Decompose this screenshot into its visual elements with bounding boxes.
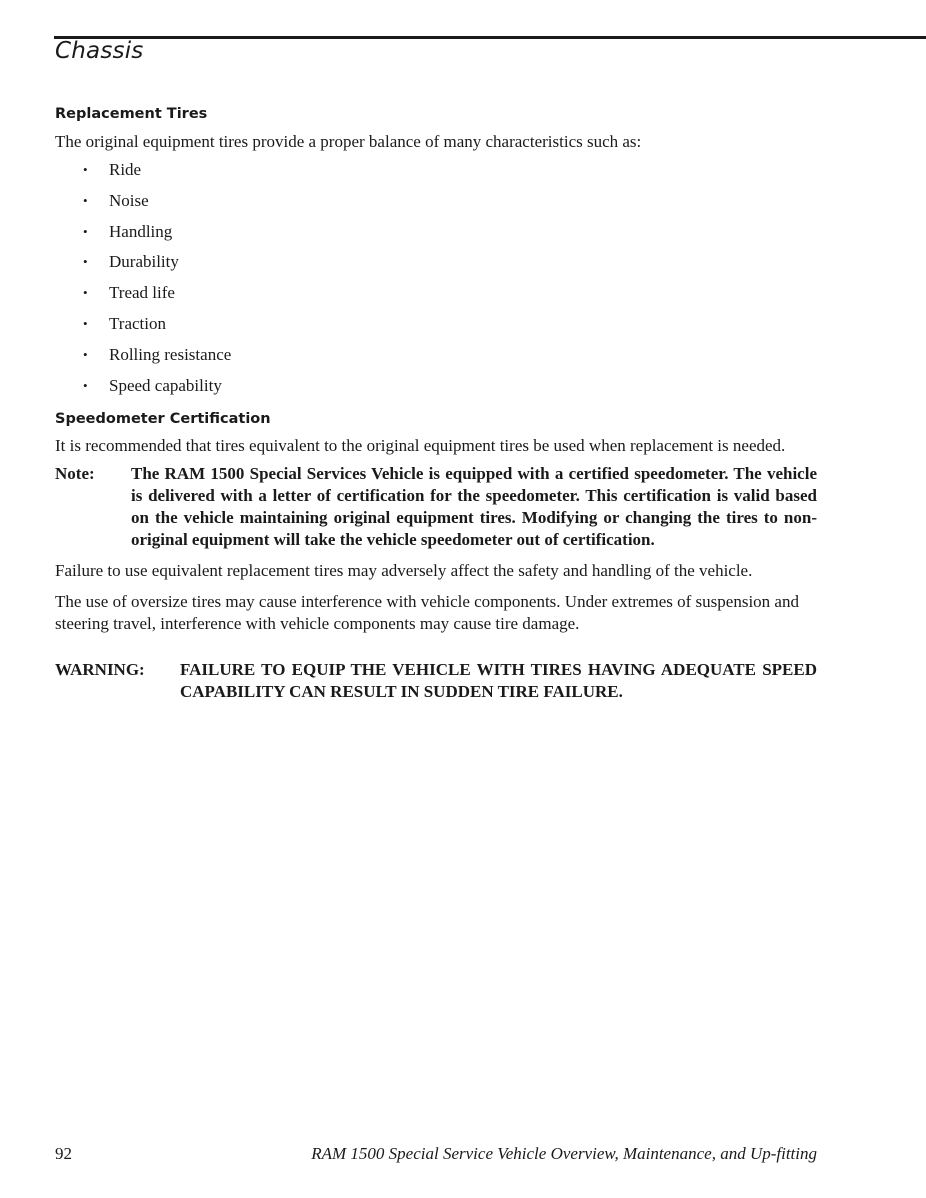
bullet-icon: •: [83, 346, 88, 362]
list-item: • Handling: [83, 221, 173, 241]
list-item: • Ride: [83, 160, 142, 179]
warning-block: [55, 659, 817, 703]
footer-document-title: RAM 1500 Special Service Vehicle Overview, Maintenance, and Up-fitting: [311, 1144, 817, 1163]
recommendation-text: It is recommended that tires equivalent to the original equipment tires be used when replacement is needed.: [55, 435, 786, 455]
bullet-icon: •: [83, 285, 88, 301]
warning-text: FAILURE TO EQUIP THE VEHICLE WITH TIRES HAVING ADEQUATE SPEED CAPABILITY CAN RESULT IN SUDDEN TIRE FAILURE.: [180, 659, 817, 701]
bullet-icon: •: [83, 377, 88, 393]
replacement-tires-intro: The original equipment tires provide a proper balance of many characteristics such as:: [55, 132, 642, 151]
list-item: • Speed capability: [83, 375, 222, 395]
bullet-icon: •: [83, 223, 88, 239]
warning-label: WARNING:: [55, 659, 145, 679]
list-item: • Tread life: [83, 283, 175, 303]
page-number: 92: [55, 1144, 72, 1163]
characteristics-list: [55, 159, 817, 397]
bullet-icon: •: [83, 315, 88, 331]
section-title: Chassis: [55, 38, 144, 64]
note-text: The RAM 1500 Special Services Vehicle is equipped with a certified speedometer. The vehicle is delivered with a letter of certification for the speedometer. This certification is valid based on the vehicle maintaining original equipment tires. Modifying or changing the tires to non-original equipment will take the vehicle speedometer out of certification.: [131, 463, 817, 549]
bullet-icon: •: [83, 254, 88, 270]
page-content: [55, 106, 817, 703]
note-block: [55, 463, 817, 551]
list-item: • Rolling resistance: [83, 344, 232, 364]
list-item: • Traction: [83, 313, 166, 333]
bullet-icon: •: [83, 162, 88, 177]
speedometer-heading: Speedometer Certification: [55, 410, 271, 427]
header-rule: [54, 36, 926, 39]
replacement-tires-heading: Replacement Tires: [55, 106, 208, 122]
oversize-text: The use of oversize tires may cause interference with vehicle components. Under extremes of suspension and steering travel, interference with vehicle components may cause tire damage.: [55, 591, 799, 633]
list-item: • Durability: [83, 252, 179, 272]
bullet-icon: •: [83, 192, 88, 208]
note-label: Note:: [55, 463, 95, 483]
failure-text: Failure to use equivalent replacement tires may adversely affect the safety and handling of the vehicle.: [55, 560, 753, 580]
list-item: • Noise: [83, 190, 149, 210]
